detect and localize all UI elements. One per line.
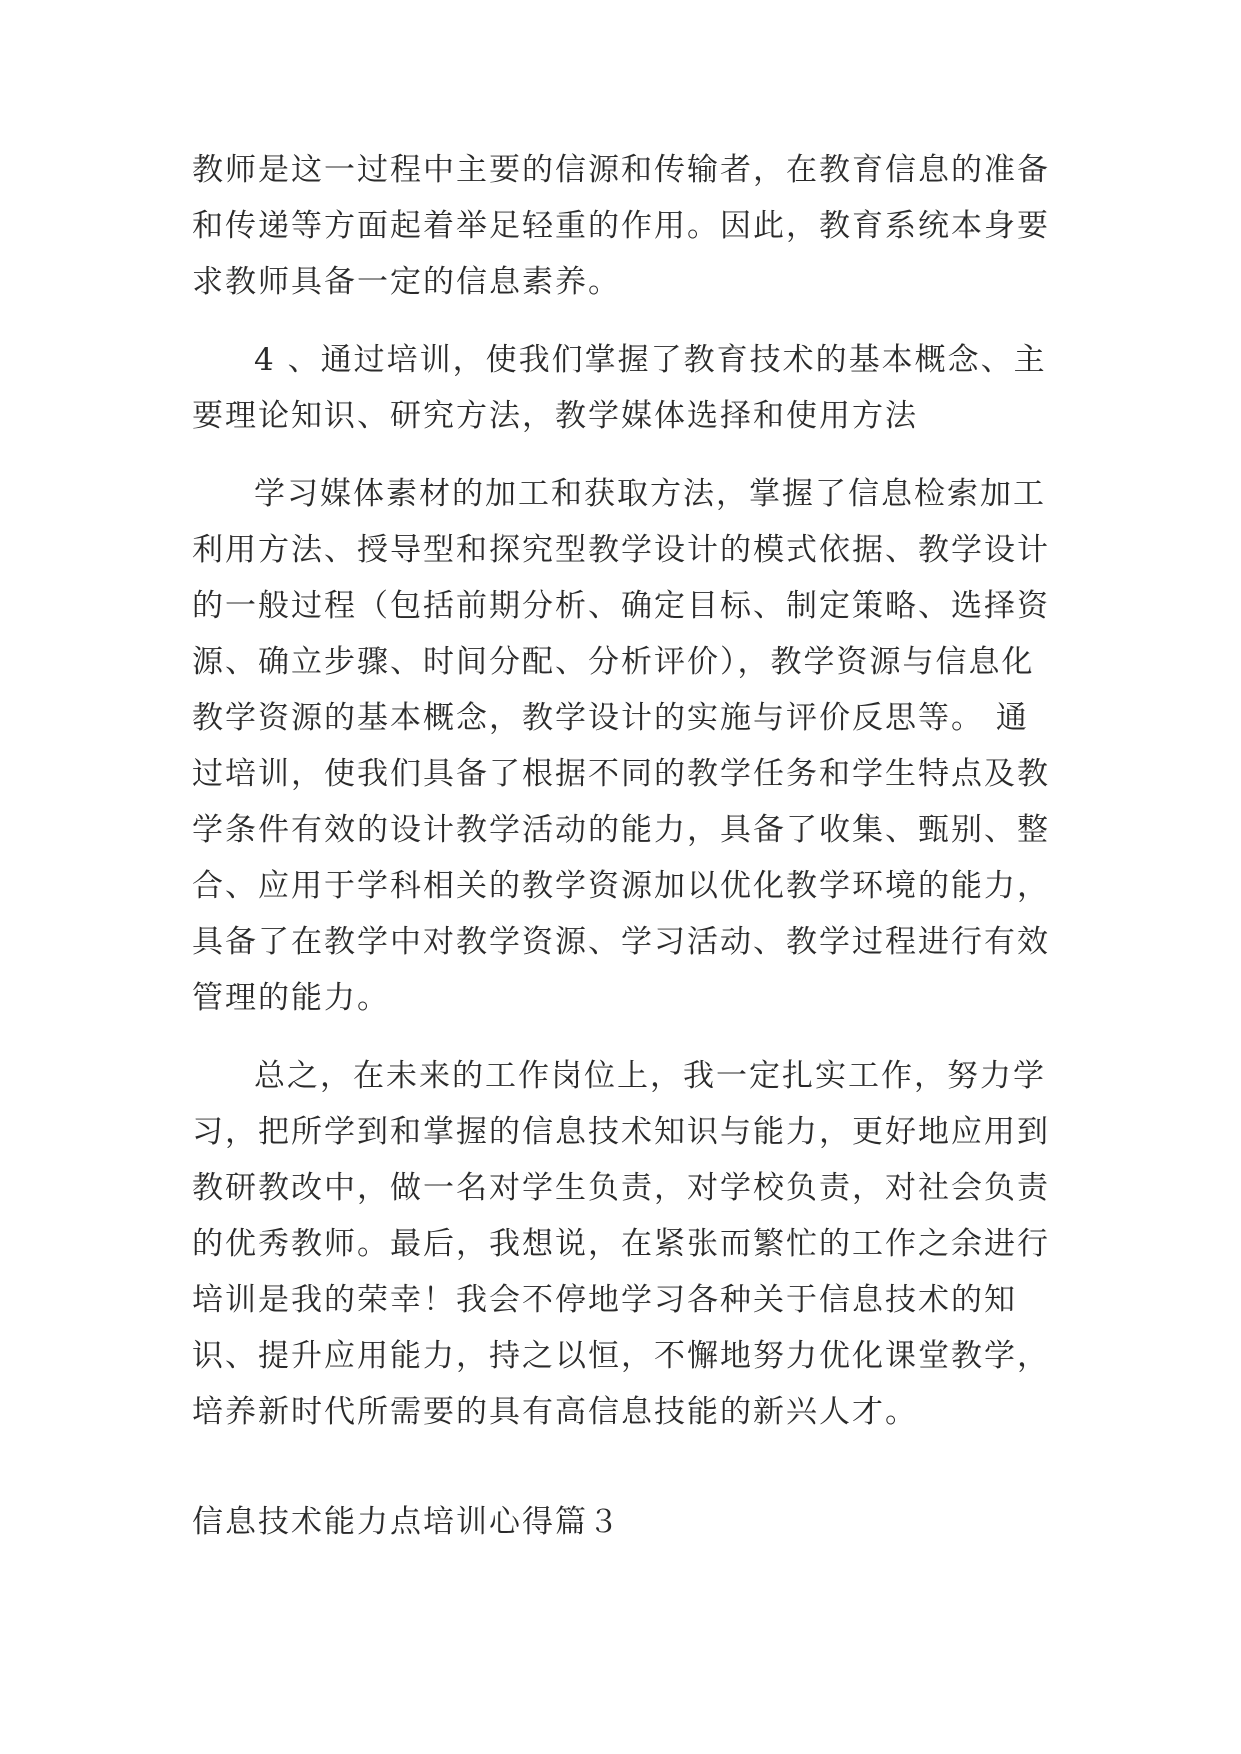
paragraph-4-line-3: 教研教改中，做一名对学生负责，对学校负责，对社会负责 <box>192 1170 1050 1206</box>
paragraph-1-line-1: 教师是这一过程中主要的信源和传输者，在教育信息的准备 <box>192 152 1050 188</box>
paragraph-4-line-5: 培训是我的荣幸！我会不停地学习各种关于信息技术的知 <box>192 1282 1017 1318</box>
paragraph-1-line-3: 求教师具备一定的信息素养。 <box>192 264 621 300</box>
paragraph-3-line-7: 学条件有效的设计教学活动的能力，具备了收集、甄别、整 <box>192 812 1050 848</box>
paragraph-1-line-2: 和传递等方面起着举足轻重的作用。因此，教育系统本身要 <box>192 208 1050 244</box>
paragraph-4-line-7: 培养新时代所需要的具有高信息技能的新兴人才。 <box>192 1394 918 1430</box>
section-heading: 信息技术能力点培训心得篇３ <box>192 1504 621 1540</box>
paragraph-3-line-9: 具备了在教学中对教学资源、学习活动、教学过程进行有效 <box>192 924 1050 960</box>
paragraph-4-line-2: 习，把所学到和掌握的信息技术知识与能力，更好地应用到 <box>192 1114 1050 1150</box>
paragraph-2-line-1: 4 、通过培训，使我们掌握了教育技术的基本概念、主 <box>254 342 1047 378</box>
paragraph-3-line-10: 管理的能力。 <box>192 980 390 1016</box>
paragraph-4-line-4: 的优秀教师。最后，我想说，在紧张而繁忙的工作之余进行 <box>192 1226 1050 1262</box>
paragraph-3-line-1: 学习媒体素材的加工和获取方法，掌握了信息检索加工 <box>254 476 1046 512</box>
paragraph-4-line-6: 识、提升应用能力，持之以恒，不懈地努力优化课堂教学， <box>192 1338 1050 1374</box>
paragraph-3-line-3: 的一般过程（包括前期分析、确定目标、制定策略、选择资 <box>192 588 1050 624</box>
paragraph-3-line-5: 教学资源的基本概念，教学设计的实施与评价反思等。 通 <box>192 700 1029 736</box>
paragraph-3-line-8: 合、应用于学科相关的教学资源加以优化教学环境的能力， <box>192 868 1050 904</box>
paragraph-3-line-4: 源、确立步骤、时间分配、分析评价），教学资源与信息化 <box>192 644 1035 680</box>
paragraph-3-line-2: 利用方法、授导型和探究型教学设计的模式依据、教学设计 <box>192 532 1050 568</box>
paragraph-3-line-6: 过培训，使我们具备了根据不同的教学任务和学生特点及教 <box>192 756 1050 792</box>
paragraph-4-line-1: 总之，在未来的工作岗位上，我一定扎实工作，努力学 <box>254 1058 1046 1094</box>
paragraph-2-line-2: 要理论知识、研究方法，教学媒体选择和使用方法 <box>192 398 918 434</box>
